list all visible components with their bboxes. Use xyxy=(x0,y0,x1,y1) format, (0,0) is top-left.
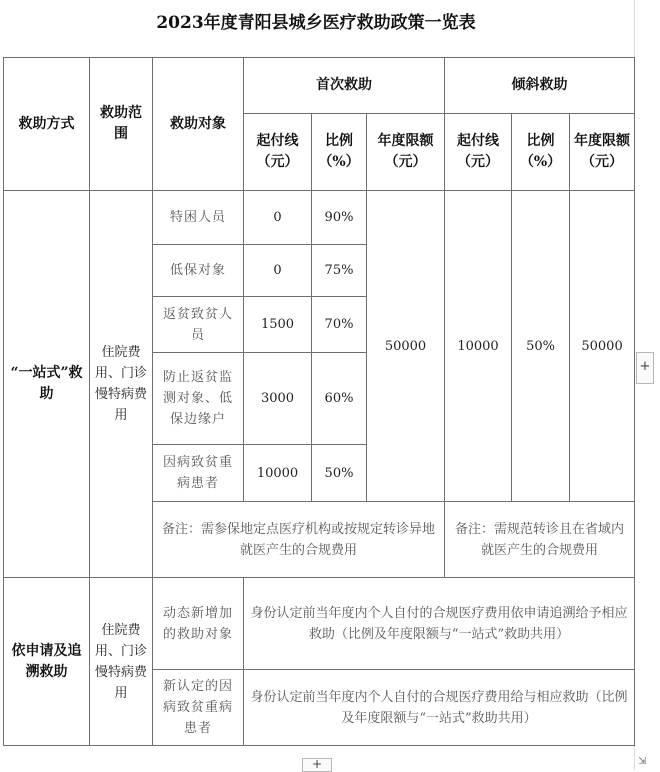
ratio-cell: 50% xyxy=(312,445,367,502)
method-retro: 依申请及追溯救助 xyxy=(4,578,90,746)
target-cell: 特困人员 xyxy=(153,191,244,245)
target-cell: 动态新增加的救助对象 xyxy=(153,578,244,670)
add-row-button[interactable]: + xyxy=(302,758,332,772)
target-cell: 新认定的因病致贫重病患者 xyxy=(153,670,244,746)
add-column-button[interactable]: + xyxy=(636,352,654,384)
policy-table xyxy=(3,57,635,746)
retro-desc-cell: 身份认定前当年度内个人自付的合规医疗费用依申请追溯给予相应救助（比例及年度限额与“一站式”救助共用） xyxy=(244,578,635,670)
retro-desc-cell: 身份认定前当年度内个人自付的合规医疗费用给与相应救助（比例及年度限额与“一站式”救助共用） xyxy=(244,670,635,746)
first-limit-cell: 50000 xyxy=(367,191,445,502)
header-first-aid: 首次救助 xyxy=(244,58,445,114)
page-title: 2023年度青阳县城乡医疗救助政策一览表 xyxy=(156,13,476,33)
ratio-cell: 60% xyxy=(312,353,367,445)
target-cell: 返贫致贫人员 xyxy=(153,297,244,353)
ratio-cell: 70% xyxy=(312,297,367,353)
method-one-stop: “一站式”救助 xyxy=(4,191,90,578)
note-first-aid: 备注：需参保地定点医疗机构或按规定转诊异地就医产生的合规费用 xyxy=(153,502,445,578)
tilt-threshold-cell: 10000 xyxy=(445,191,512,502)
threshold-cell: 0 xyxy=(244,245,312,297)
scope-one-stop: 住院费用、门诊慢特病费用 xyxy=(90,191,153,578)
ratio-cell: 90% xyxy=(312,191,367,245)
header-scope: 救助范围 xyxy=(90,58,153,191)
tilt-limit-cell: 50000 xyxy=(570,191,635,502)
header-first-limit: 年度限额（元） xyxy=(367,114,445,191)
tilt-ratio-cell: 50% xyxy=(512,191,570,502)
target-cell: 因病致贫重病患者 xyxy=(153,445,244,502)
target-cell: 防止返贫监测对象、低保边缘户 xyxy=(153,353,244,445)
header-first-threshold: 起付线（元） xyxy=(244,114,312,191)
header-tilt-ratio: 比例（%） xyxy=(512,114,570,191)
note-tilt-aid: 备注：需规范转诊且在省域内就医产生的合规费用 xyxy=(445,502,635,578)
header-tilt-aid: 倾斜救助 xyxy=(445,58,635,114)
target-cell: 低保对象 xyxy=(153,245,244,297)
resize-handle-icon[interactable]: ⇲ xyxy=(638,756,647,767)
ratio-cell: 75% xyxy=(312,245,367,297)
threshold-cell: 1500 xyxy=(244,297,312,353)
header-first-ratio: 比例（%） xyxy=(312,114,367,191)
header-target: 救助对象 xyxy=(153,58,244,191)
threshold-cell: 0 xyxy=(244,191,312,245)
scope-retro: 住院费用、门诊慢特病费用 xyxy=(90,578,153,746)
header-tilt-limit: 年度限额（元） xyxy=(570,114,635,191)
header-tilt-threshold: 起付线（元） xyxy=(445,114,512,191)
threshold-cell: 3000 xyxy=(244,353,312,445)
threshold-cell: 10000 xyxy=(244,445,312,502)
header-method: 救助方式 xyxy=(4,58,90,191)
